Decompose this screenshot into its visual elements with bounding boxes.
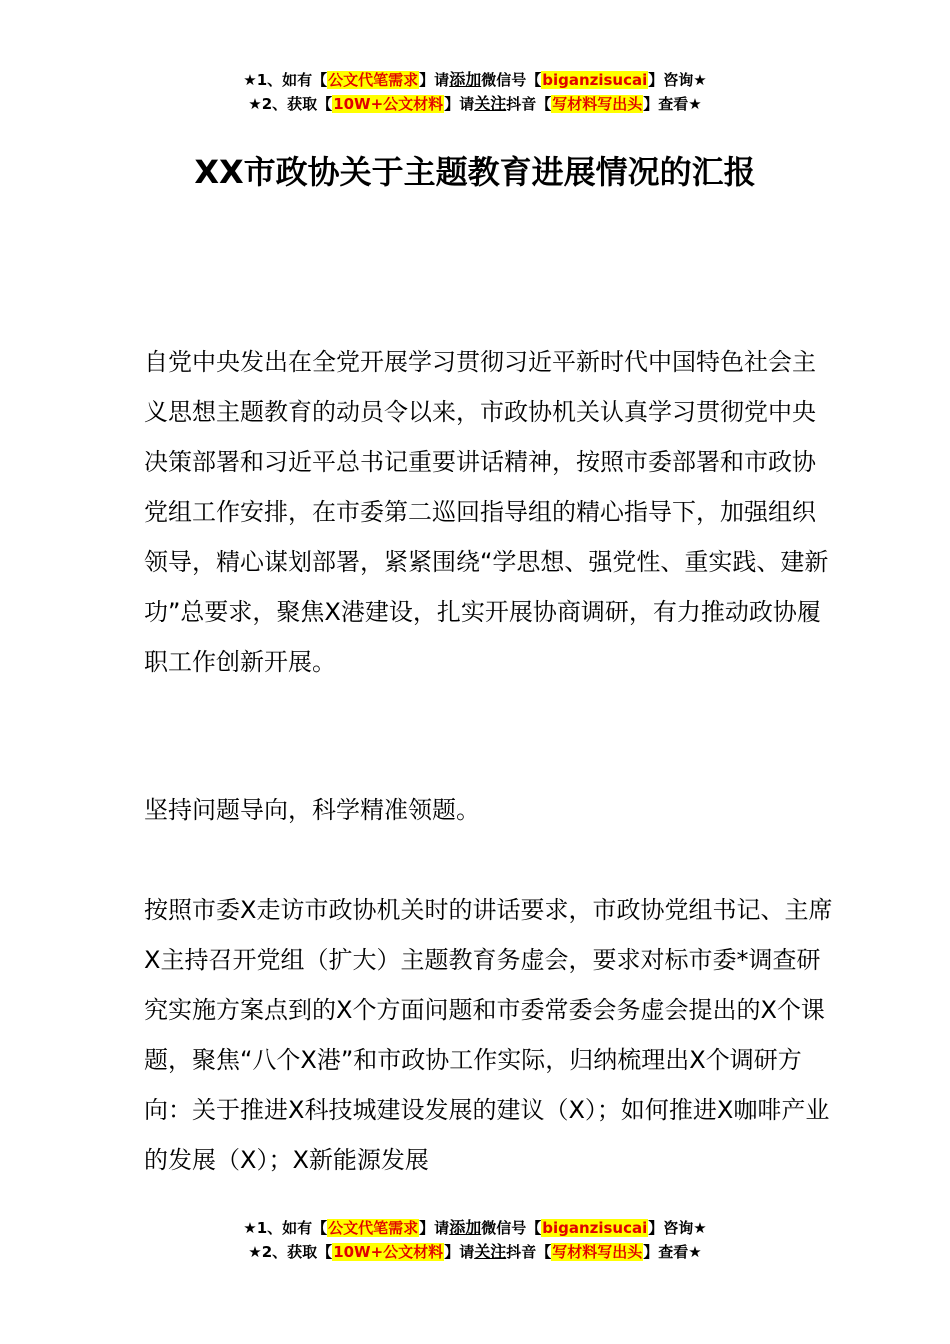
banner-text: 】查看★ bbox=[643, 1243, 702, 1261]
section-heading: 坚持问题导向，科学精准领题。 bbox=[144, 796, 480, 824]
banner-emphasis: 添加 bbox=[449, 1218, 482, 1237]
banner-line-1 bbox=[0, 1216, 950, 1240]
banner-highlight: 10W+公文材料 bbox=[333, 95, 444, 113]
banner-text: 抖音【 bbox=[506, 1243, 552, 1261]
banner-text: 】请 bbox=[419, 1219, 450, 1237]
banner-highlight: biganzisucai bbox=[542, 1219, 648, 1237]
banner-text: 抖音【 bbox=[506, 95, 552, 113]
banner-text: 】查看★ bbox=[643, 95, 702, 113]
banner-highlight: 10W+公文材料 bbox=[333, 1243, 444, 1261]
banner-text: 微信号【 bbox=[481, 71, 542, 89]
banner-line-2 bbox=[0, 92, 950, 116]
banner-text: 】请 bbox=[444, 1243, 475, 1261]
banner-text: 】咨询★ bbox=[648, 71, 707, 89]
banner-text: ★2、获取【 bbox=[248, 1243, 333, 1261]
banner-emphasis: 关注 bbox=[474, 1242, 507, 1261]
banner-text: 微信号【 bbox=[481, 1219, 542, 1237]
footer-banner bbox=[0, 1216, 950, 1264]
banner-highlight: 写材料写出头 bbox=[552, 1243, 643, 1261]
banner-line-1 bbox=[0, 68, 950, 92]
banner-text: ★2、获取【 bbox=[248, 95, 333, 113]
body-paragraph: 按照市委X走访市政协机关时的讲话要求，市政协党组书记、主席X主持召开党组（扩大）主题教育务虚会，要求对标市委*调查研究实施方案点到的X个方面问题和市委常委会务虚会提出的X个课题，聚焦“八个X港”和市政协工作实际，归纳梳理出X个调研方向：关于推进X科技城建设发展的建议（X）；如何推进X咖啡产业的发展（X）；X新能源发展 bbox=[144, 896, 833, 1174]
banner-text: 】请 bbox=[419, 71, 450, 89]
document-title: XX市政协关于主题教育进展情况的汇报 bbox=[194, 153, 756, 191]
banner-text: 】咨询★ bbox=[648, 1219, 707, 1237]
banner-text: ★1、如有【 bbox=[243, 71, 328, 89]
banner-text: 】请 bbox=[444, 95, 475, 113]
banner-emphasis: 添加 bbox=[449, 70, 482, 89]
banner-highlight: biganzisucai bbox=[542, 71, 648, 89]
banner-highlight: 写材料写出头 bbox=[552, 95, 643, 113]
banner-emphasis: 关注 bbox=[474, 94, 507, 113]
body-paragraph: 自党中央发出在全党开展学习贯彻习近平新时代中国特色社会主义思想主题教育的动员令以来，市政协机关认真学习贯彻党中央决策部署和习近平总书记重要讲话精神，按照市委部署和市政协党组工作安排，在市委第二巡回指导组的精心指导下，加强组织领导，精心谋划部署，紧紧围绕“学思想、强党性、重实践、建新功”总要求，聚焦X港建设，扎实开展协商调研，有力推动政协履职工作创新开展。 bbox=[144, 348, 829, 676]
banner-line-2 bbox=[0, 1240, 950, 1264]
header-banner bbox=[0, 68, 950, 116]
banner-highlight: 公文代笔需求 bbox=[328, 1219, 419, 1237]
banner-highlight: 公文代笔需求 bbox=[328, 71, 419, 89]
banner-text: ★1、如有【 bbox=[243, 1219, 328, 1237]
